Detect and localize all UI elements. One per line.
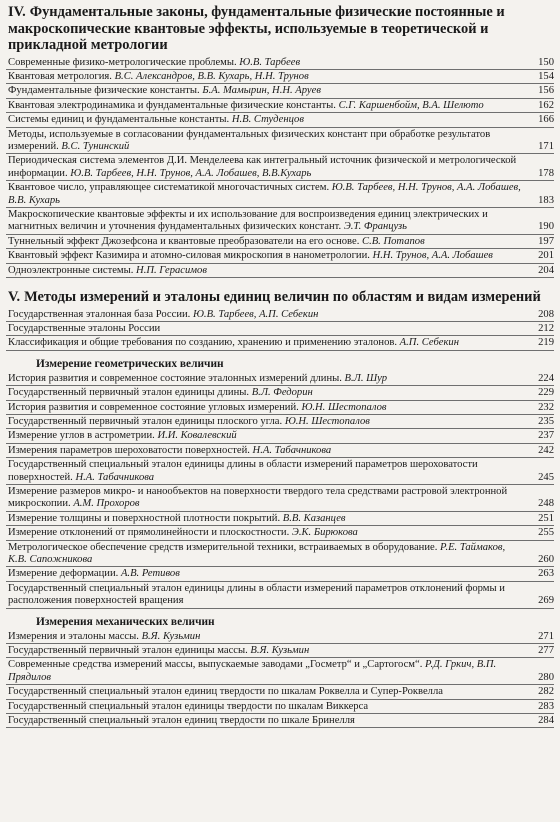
entry-page-number: 280 <box>538 671 554 683</box>
entry-authors: В.Л. Шур <box>344 372 388 384</box>
entry-page-number: 204 <box>538 264 554 276</box>
entry-authors: Н.В. Студенцов <box>231 114 304 126</box>
entry-authors: В.Л. Федорин <box>251 387 313 399</box>
entry-page-number: 212 <box>538 322 554 334</box>
entry-title: Государственные эталоны России <box>8 322 161 334</box>
entry-title: Метрологическое обеспечение средств измерительной техники, встраиваемых в оборудование. <box>8 541 438 553</box>
section-title: Фундаментальные законы, фундаментальные физические постоянные и макроскопические квантовые эффекты, используемые в теоретической и прикладной метрологии <box>8 4 505 53</box>
entry-authors: С.В. Потапов <box>362 235 425 247</box>
entry-title: Квантовая метрология. <box>8 70 112 82</box>
entry-title: Измерение деформации. <box>8 568 119 580</box>
subsection-heading: Измерения механических величин <box>36 615 215 628</box>
entry-title: Государственный специальный эталон единицы твердости по шкалам Виккерса <box>8 700 369 712</box>
toc-entry[interactable] <box>6 182 554 208</box>
entry-page-number: 283 <box>538 700 554 712</box>
toc-entry[interactable] <box>6 445 554 458</box>
entry-page-number: 235 <box>538 415 554 427</box>
entry-page-number: 162 <box>538 99 554 111</box>
entry-authors: Н.А. Табачникова <box>75 471 155 483</box>
entry-authors: В.В. Казанцев <box>282 512 346 524</box>
entry-page-number: 201 <box>538 250 554 262</box>
toc-content <box>6 4 554 728</box>
entry-authors: И.И. Ковалевский <box>157 430 237 442</box>
entry-authors: В.С. Александров, В.В. Кухарь, Н.Н. Трунов <box>114 70 309 82</box>
toc-entry[interactable] <box>6 129 554 155</box>
section-number: IV. <box>8 4 26 20</box>
entry-title: Квантовый эффект Казимира и атомно-силовая микроскопия в нанометрологии. <box>8 250 370 262</box>
toc-entry[interactable] <box>6 114 554 127</box>
entry-title: История развития и современное состояние угловых измерений. <box>8 401 299 413</box>
toc-entry[interactable] <box>6 686 554 699</box>
section-heading <box>6 4 554 54</box>
entry-title: Измерения и эталоны массы. <box>8 630 139 642</box>
entry-title: Государственный специальный эталон единицы длины в области измерений параметров отклонений формы и расположения поверхностей вращения <box>8 582 505 607</box>
entry-page-number: 183 <box>538 194 554 206</box>
entry-title: Методы, используемые в согласовании фундаментальных физических констант при обработке результатов измерений. <box>8 128 491 152</box>
entry-page-number: 282 <box>538 686 554 698</box>
entry-page-number: 229 <box>538 387 554 399</box>
entry-title: Современные физико-метрологические проблемы. <box>8 56 237 68</box>
entry-page-number: 197 <box>538 235 554 247</box>
toc-entry[interactable] <box>6 659 554 685</box>
entry-page-number: 224 <box>538 372 554 384</box>
toc-entry[interactable] <box>6 85 554 98</box>
entry-title: Фундаментальные физические константы. <box>8 85 200 97</box>
entry-page-number: 150 <box>538 56 554 68</box>
entry-page-number: 251 <box>538 512 554 524</box>
entry-authors: В.С. Тунинский <box>61 140 130 152</box>
toc-entry[interactable] <box>6 250 554 263</box>
entry-authors: С.Г. Каршенбойм, В.А. Шелюто <box>338 99 484 111</box>
entry-page-number: 208 <box>538 308 554 320</box>
entry-page-number: 190 <box>538 221 554 233</box>
toc-entry[interactable] <box>6 583 554 609</box>
toc-entry[interactable] <box>6 387 554 400</box>
entry-authors: Ю.Н. Шестопалов <box>284 415 370 427</box>
entry-title: Измерение размеров микро- и нанообъектов на поверхности твердого тела средствами растровой электронной микроскопии. <box>8 485 508 510</box>
toc-entry[interactable] <box>6 71 554 84</box>
entry-page-number: 166 <box>538 114 554 126</box>
entry-page-number: 248 <box>538 498 554 510</box>
entry-title: Измерение углов в астрометрии. <box>8 430 155 442</box>
entry-page-number: 263 <box>538 568 554 580</box>
subsection-heading: Измерение геометрических величин <box>36 357 224 370</box>
entry-authors: Б.А. Мамырин, Н.Н. Аруев <box>202 85 321 97</box>
toc-entry[interactable] <box>6 323 554 336</box>
entry-authors: Ю.В. Тарбеев, Н.Н. Трунов, А.А. Лобашев, В.В. Кухарь <box>8 182 521 206</box>
entry-title: Туннельный эффект Джозефсона и квантовые преобразователи на его основе. <box>8 235 360 247</box>
entry-authors: Ю.В. Тарбеев, А.П. Себекин <box>192 308 319 320</box>
entry-page-number: 237 <box>538 430 554 442</box>
toc-entry[interactable] <box>6 416 554 429</box>
entry-title: Государственная эталонная база России. <box>8 308 191 320</box>
toc-entry[interactable] <box>6 402 554 415</box>
section-title: Методы измерений и эталоны единиц величин по областям и видам измерений <box>24 289 541 305</box>
entry-authors: Ю.В. Тарбеев, Н.Н. Трунов, А.А. Лобашев, В.В.Кухарь <box>70 167 312 179</box>
entry-title: Современные средства измерений массы, выпускаемые заводами „Госметр“ и „Сартогосм“. <box>8 659 423 671</box>
entry-title: Измерение толщины и поверхностной плотности покрытий. <box>8 512 281 524</box>
toc-entry[interactable] <box>6 100 554 113</box>
entry-title: Государственный первичный эталон единицы длины. <box>8 387 250 399</box>
entry-page-number: 284 <box>538 715 554 727</box>
toc-entry[interactable] <box>6 236 554 249</box>
toc-entry[interactable] <box>6 513 554 526</box>
toc-entry[interactable] <box>6 209 554 235</box>
toc-entry[interactable] <box>6 155 554 181</box>
toc-entry[interactable] <box>6 57 554 70</box>
toc-entry[interactable] <box>6 631 554 644</box>
toc-entry[interactable] <box>6 373 554 386</box>
entry-title: Измерения параметров шероховатости поверхностей. <box>8 444 250 456</box>
entry-authors: А.М. Прохоров <box>73 498 140 510</box>
entry-title: Макроскопические квантовые эффекты и их использование для воспроизведения единиц электрических и магнитных величин и уточнения фундаментальных физических констант. <box>8 208 488 233</box>
entry-authors: Н.А. Табачникова <box>252 444 332 456</box>
entry-title: Квантовая электродинамика и фундаментальные физические константы. <box>8 99 336 111</box>
entry-authors: Ю.Н. Шестопалов <box>301 401 387 413</box>
entry-page-number: 255 <box>538 527 554 539</box>
entry-title: История развития и современное состояние эталонных измерений длины. <box>8 372 342 384</box>
entry-page-number: 154 <box>538 70 554 82</box>
section-spacer <box>6 279 554 289</box>
toc-entry[interactable] <box>6 337 554 350</box>
entry-title: Классификация и общие требования по созданию, хранению и применению эталонов. <box>8 337 398 349</box>
entry-authors: В.Я. Кузьмин <box>141 630 201 642</box>
toc-entry[interactable] <box>6 701 554 714</box>
entry-page-number: 271 <box>538 630 554 642</box>
entry-title: Государственный специальный эталон единицы длины в области измерений параметров шероховатости поверхностей. <box>8 459 478 483</box>
entry-title: Государственный первичный эталон единицы плоского угла. <box>8 415 283 427</box>
entry-page-number: 245 <box>538 471 554 483</box>
entry-page-number: 219 <box>538 337 554 349</box>
toc-entry[interactable] <box>6 459 554 485</box>
entry-authors: А.П. Себекин <box>399 337 459 349</box>
entry-page-number: 260 <box>538 554 554 565</box>
entry-page-number: 178 <box>538 167 554 179</box>
toc-entry[interactable] <box>6 309 554 322</box>
entry-authors: Р.Е. Таймаков, К.В. Сапожникова <box>8 541 506 565</box>
entry-title: Измерение отклонений от прямолинейности и плоскостности. <box>8 527 290 539</box>
entry-page-number: 269 <box>538 595 554 607</box>
entry-page-number: 171 <box>538 140 554 152</box>
entry-title: Квантовое число, управляющее систематикой многочастичных систем. <box>8 182 330 194</box>
toc-entry[interactable] <box>6 645 554 658</box>
toc-entry[interactable] <box>6 542 554 568</box>
entry-title: Государственный специальный эталон единиц твердости по шкале Бринелля <box>8 715 355 727</box>
entry-authors: Н.Н. Трунов, А.А. Лобашев <box>372 250 493 262</box>
section-heading <box>6 289 554 306</box>
toc-entry[interactable] <box>6 715 554 728</box>
entry-authors: Э.К. Бирюкова <box>291 527 358 539</box>
entry-title: Периодическая система элементов Д.И. Менделеева как интегральный источник физической и метрологической информации. <box>8 155 517 179</box>
entry-authors: В.Я. Кузьмин <box>250 645 310 657</box>
entry-page-number: 242 <box>538 444 554 456</box>
toc-entry[interactable] <box>6 527 554 540</box>
entry-authors: Ю.В. Тарбеев <box>239 56 301 68</box>
toc-entry[interactable] <box>6 430 554 443</box>
section-number: V. <box>8 289 21 305</box>
toc-entry[interactable] <box>6 568 554 581</box>
entry-authors: Р.Д. Гркич, В.П. Прядилов <box>8 659 497 683</box>
entry-title: Государственный первичный эталон единицы массы. <box>8 645 248 657</box>
entry-title: Системы единиц и фундаментальные константы. <box>8 114 230 126</box>
entry-authors: Э.Т. Французь <box>343 221 407 233</box>
entry-authors: Н.П. Герасимов <box>136 264 207 276</box>
toc-entry[interactable] <box>6 486 554 512</box>
toc-entry[interactable] <box>6 265 554 278</box>
entry-page-number: 232 <box>538 401 554 413</box>
entry-title: Одноэлектронные системы. <box>8 264 134 276</box>
entry-page-number: 156 <box>538 85 554 97</box>
entry-title: Государственный специальный эталон единиц твердости по шкалам Роквелла и Супер-Роквелла <box>8 686 443 698</box>
entry-authors: А.В. Ретивов <box>120 568 180 580</box>
entry-page-number: 277 <box>538 645 554 657</box>
